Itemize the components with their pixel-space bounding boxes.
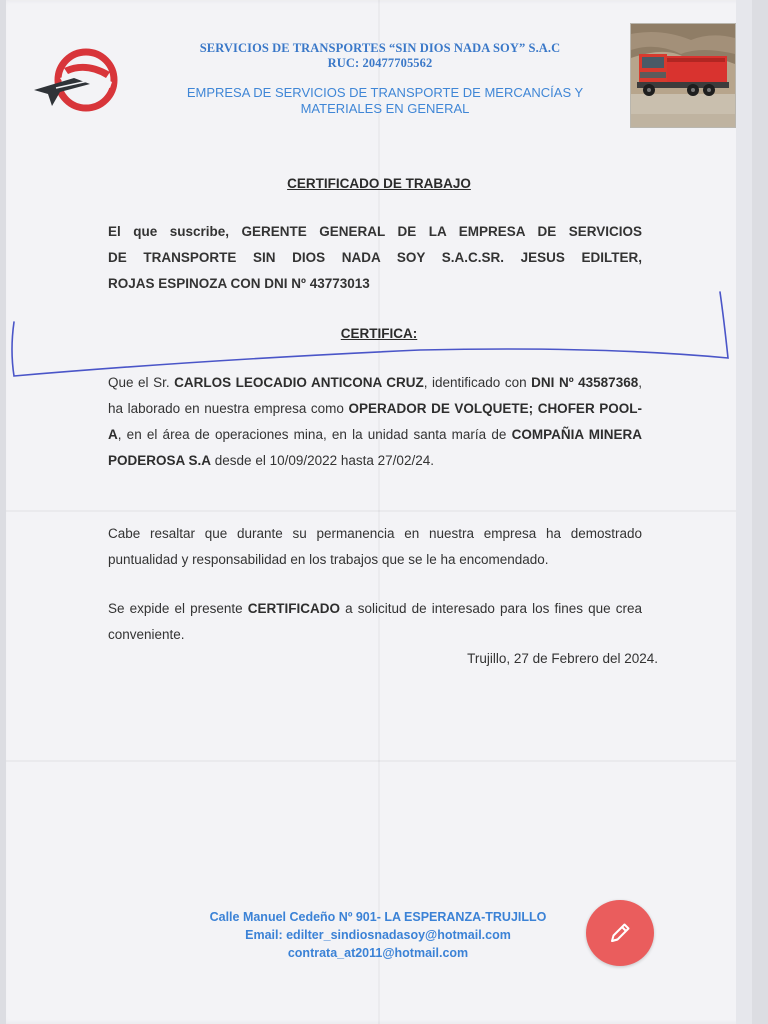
employee-dni: DNI Nº 43587368 xyxy=(531,375,639,390)
fold-line xyxy=(378,0,380,1024)
tagline-line: EMPRESA DE SERVICIOS DE TRANSPORTE DE MERCANCÍAS Y xyxy=(186,85,584,100)
company-logo-icon xyxy=(30,48,120,114)
text-run: desde el 10/09/2022 hasta 27/02/24. xyxy=(211,453,434,468)
truck-photo xyxy=(630,23,736,128)
text-run: Que el Sr. xyxy=(108,375,175,390)
intro-line: El que suscribe, GERENTE GENERAL DE LA EMPRESA DE SERVICIOS xyxy=(108,224,642,239)
certificate-word: CERTIFICADO xyxy=(247,601,341,616)
body-paragraph-1 xyxy=(108,370,642,474)
certifica-heading: CERTIFICA: xyxy=(340,326,418,341)
company-ruc: RUC: 20477705562 xyxy=(327,56,433,70)
employee-name: CARLOS LEOCADIO ANTICONA CRUZ xyxy=(174,375,424,390)
intro-line: DE TRANSPORTE SIN DIOS NADA SOY S.A.C.SR. JESUS EDILTER, xyxy=(108,250,642,265)
footer-email: Email: edilter_sindiosnadasoy@hotmail.com xyxy=(245,928,511,942)
text-run: , ha laborado en nuestra empresa como xyxy=(108,375,642,416)
document-title: CERTIFICADO DE TRABAJO xyxy=(287,176,471,191)
text-run: Se expide el presente xyxy=(108,601,248,616)
body-paragraph-2: Cabe resaltar que durante su permanencia en nuestra empresa ha demostrado puntualidad y responsabilidad en los trabajos que se le ha encomendado. xyxy=(108,526,642,567)
page-edge xyxy=(736,0,752,1024)
text-run: a solicitud de interesado para los fines que crea conveniente. xyxy=(108,601,642,642)
tagline-line: MATERIALES EN GENERAL xyxy=(300,101,470,116)
employee-role: OPERADOR DE VOLQUETE; CHOFER POOL-A xyxy=(108,401,642,442)
text-run: , en el área de operaciones mina, en la unidad santa maría de xyxy=(117,427,512,442)
footer-email-secondary: contrata_at2011@hotmail.com xyxy=(287,946,469,960)
body-paragraph-3 xyxy=(108,596,642,648)
company-tagline xyxy=(150,85,620,117)
pencil-icon xyxy=(605,918,635,948)
footer-address: Calle Manuel Cedeño Nº 901- LA ESPERANZA-TRUJILLO xyxy=(209,910,547,924)
edit-button[interactable] xyxy=(586,900,654,966)
issue-date: Trujillo, 27 de Febrero del 2024. xyxy=(467,651,658,666)
intro-line: ROJAS ESPINOZA CON DNI Nº 43773013 xyxy=(108,276,370,291)
company-name: SERVICIOS DE TRANSPORTES “SIN DIOS NADA SOY” S.A.C xyxy=(199,41,561,55)
intro-paragraph xyxy=(108,219,642,297)
text-run: , identificado con xyxy=(423,375,532,390)
document-page xyxy=(6,0,752,1024)
client-company: COMPAÑIA MINERA PODEROSA S.A xyxy=(108,427,643,468)
